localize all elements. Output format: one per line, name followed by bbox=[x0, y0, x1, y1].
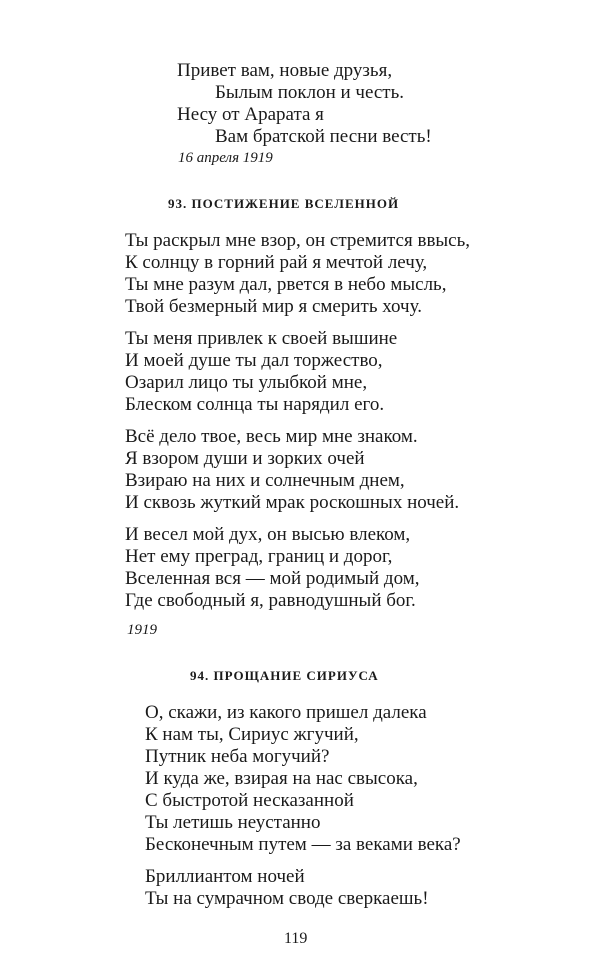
poem-line: Ты мне разум дал, рвется в небо мысль, bbox=[125, 274, 447, 295]
poem-date: 16 апреля 1919 bbox=[178, 150, 273, 166]
poem-line: И сквозь жуткий мрак роскошных ночей. bbox=[125, 492, 460, 513]
poem-line: Вам братской песни весть! bbox=[215, 126, 432, 147]
poem-line: Бесконечным путем — за веками века? bbox=[145, 834, 461, 855]
poem-line: Твой безмерный мир я смерить хочу. bbox=[125, 296, 422, 317]
poem-line: Я взором души и зорких очей bbox=[125, 448, 365, 469]
poem-line: И моей душе ты дал торжество, bbox=[125, 350, 383, 371]
page-number: 119 bbox=[284, 930, 308, 947]
poem-line: И весел мой дух, он высью влеком, bbox=[125, 524, 411, 545]
poem-line: И куда же, взирая на нас свысока, bbox=[145, 768, 418, 789]
poem-title: 94. ПРОЩАНИЕ СИРИУСА bbox=[190, 668, 379, 683]
poem-line: К нам ты, Сириус жгучий, bbox=[145, 724, 359, 745]
poem-line: Блеском солнца ты нарядил его. bbox=[125, 394, 385, 415]
poem-line: Путник неба могучий? bbox=[145, 746, 330, 767]
poem-line: Несу от Арарата я bbox=[177, 104, 324, 125]
poem-line: Бриллиантом ночей bbox=[145, 866, 305, 887]
poem-line: Былым поклон и честь. bbox=[215, 82, 405, 103]
poem-line: Нет ему преград, границ и дорог, bbox=[125, 546, 393, 567]
poem-line: Всё дело твое, весь мир мне знаком. bbox=[125, 426, 418, 447]
poem-line: Ты на сумрачном своде сверкаешь! bbox=[145, 888, 429, 909]
poem-line: Вселенная вся — мой родимый дом, bbox=[125, 568, 420, 589]
poem-line: Ты летишь неустанно bbox=[145, 812, 321, 833]
poem-line: Где свободный я, равнодушный бог. bbox=[125, 590, 416, 611]
poem-line: Взираю на них и солнечным днем, bbox=[125, 470, 405, 491]
poem-line: Озарил лицо ты улыбкой мне, bbox=[125, 372, 368, 393]
poem-line: Привет вам, новые друзья, bbox=[177, 60, 393, 81]
poem-line: С быстротой несказанной bbox=[145, 790, 354, 811]
poem-line: О, скажи, из какого пришел далека bbox=[145, 702, 427, 723]
poem-line: К солнцу в горний рай я мечтой лечу, bbox=[125, 252, 428, 273]
poem-line: Ты меня привлек к своей вышине bbox=[125, 328, 398, 349]
poem-line: Ты раскрыл мне взор, он стремится ввысь, bbox=[125, 230, 471, 251]
poem-title: 93. ПОСТИЖЕНИЕ ВСЕЛЕННОЙ bbox=[168, 196, 400, 211]
poem-date: 1919 bbox=[127, 622, 157, 638]
